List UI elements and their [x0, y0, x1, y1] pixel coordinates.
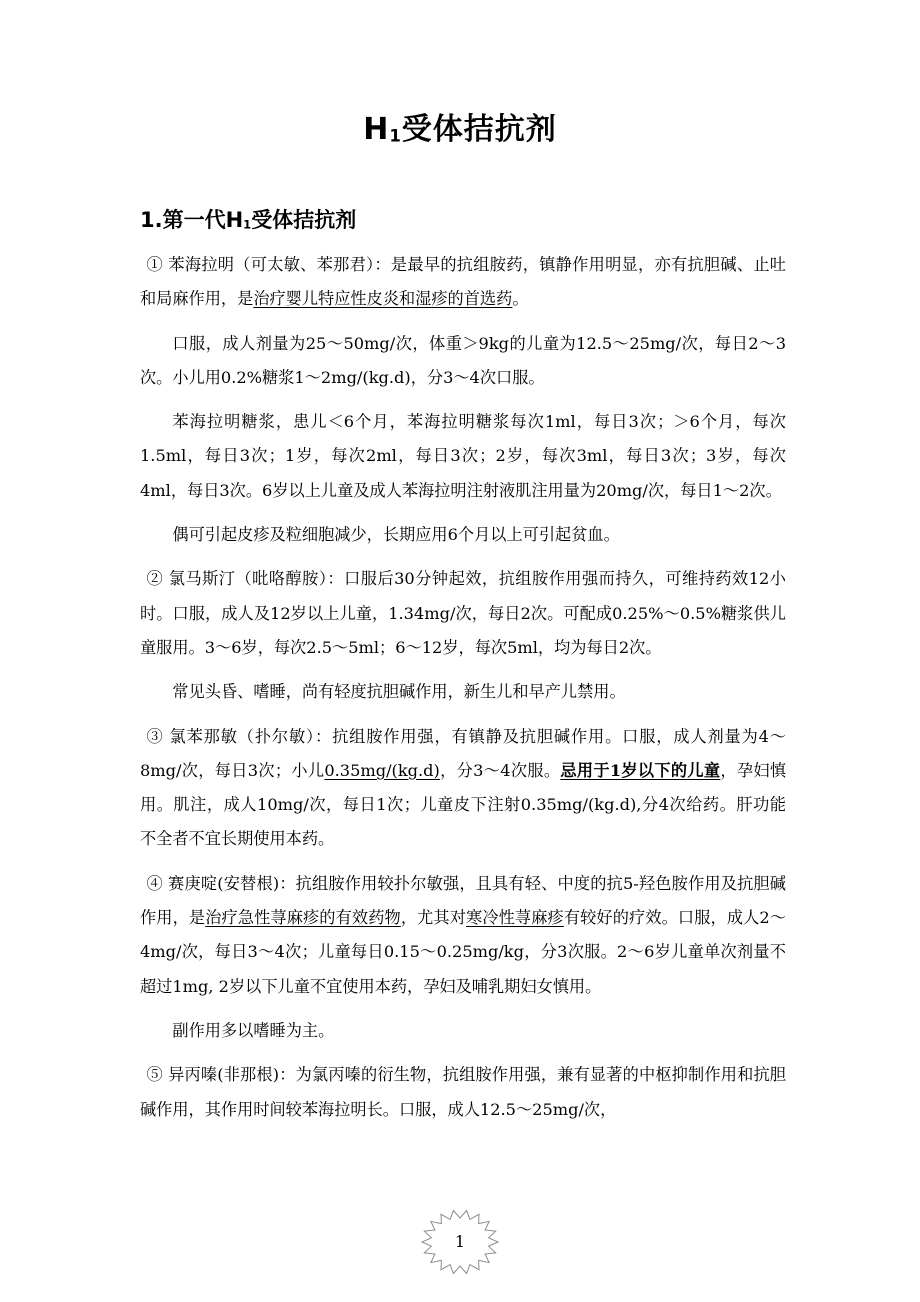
page-footer [420, 1208, 500, 1276]
underlined-text: 寒冷性荨麻疹 [466, 908, 564, 928]
paragraph-chlorphenamine [140, 720, 786, 857]
document-title [0, 104, 920, 148]
paragraph-text: ，尤其对 [400, 908, 467, 928]
underlined-text: 治疗婴儿特应性皮炎和湿疹的首选药 [253, 289, 513, 309]
paragraph-text: ，分3～4次服。 [439, 760, 561, 780]
paragraph-side-effects: 偶可引起皮疹及粒细胞减少，长期应用6个月以上可引起贫血。 [172, 525, 620, 545]
paragraph-text: ① 苯海拉明（可太敏、苯那君）：是最早的抗组胺药，镇静作用明显，亦有抗胆碱、止吐和局麻作用，是 [140, 255, 786, 309]
paragraph-clemastine-effects: 常见头昏、嗜睡，尚有轻度抗胆碱作用，新生儿和早产儿禁用。 [172, 682, 626, 702]
paragraph-syrup: 苯海拉明糖浆，患儿＜6个月，苯海拉明糖浆每次1ml，每日3次；＞6个月，每次1.5ml，每日3次；1岁，每次2ml，每日3次；2岁，每次3ml，每日3次；3岁，每次4ml，每日3次。6岁以上儿童及成人苯海拉明注射液肌注用量为20mg/次，每日1～2次。 [140, 412, 786, 500]
section-heading [140, 204, 356, 234]
paragraph-cyproheptadine-effects: 副作用多以嗜睡为主。 [172, 1020, 335, 1040]
title-letter: H [363, 112, 390, 147]
section-heading-subscript: 1 [243, 217, 252, 232]
paragraph-diphenhydramine [140, 248, 786, 317]
paragraph-cyproheptadine [140, 867, 786, 1004]
bold-underlined-text: 忌用于1岁以下的儿童 [560, 760, 721, 780]
paragraph-text: 有较好的疗效。口服，成人2～4mg/次，每日3～4次；儿童每日0.15～0.25mg/kg，分3次服。2～6岁儿童单次剂量不超过1mg, 2岁以下儿童不宜使用本药，孕妇及哺乳期妇女慎用。 [140, 908, 787, 996]
paragraph-text: ④ 赛庚啶(安替根)：抗组胺作用较扑尔敏强，且具有轻、中度的抗5-羟色胺作用及抗胆碱作用，是 [140, 873, 786, 928]
paragraph-dosage: 口服，成人剂量为25～50mg/次，体重＞9kg的儿童为12.5～25mg/次，每日2～3次。小儿用0.2%糖浆1～2mg/(kg.d)，分3～4次口服。 [140, 333, 786, 387]
title-subscript: 1 [389, 126, 402, 146]
paragraph-text: ，孕妇慎用。肌注，成人10mg/次，每日1次；儿童皮下注射0.35mg/(kg.d),分4次给药。肝功能不全者不宜长期使用本药。 [140, 760, 787, 849]
document-body [140, 248, 786, 1137]
section-heading-text: 受体拮抗剂 [251, 208, 357, 232]
section-heading-prefix: 1.第一代H [140, 208, 244, 232]
paragraph-clemastine: ② 氯马斯汀（吡咯醇胺）：口服后30分钟起效，抗组胺作用强而持久，可维持药效12小时。口服，成人及12岁以上儿童，1.34mg/次，每日2次。可配成0.25%～0.5%糖浆供儿童服用。3～6岁，每次2.5～5ml；6～12岁，每次5ml，均为每日2次。 [140, 569, 786, 657]
underlined-text: 0.35mg/(kg.d) [324, 760, 440, 780]
paragraph-promethazine: ⑤ 异丙嗪(非那根)：为氯丙嗪的衍生物，抗组胺作用强，兼有显著的中枢抑制作用和抗胆碱作用，其作用时间较苯海拉明长。口服，成人12.5～25mg/次， [140, 1065, 786, 1119]
page-number: 1 [454, 1232, 466, 1251]
paragraph-text: ③ 氯苯那敏（扑尔敏）：抗组胺作用强，有镇静及抗胆碱作用。口服，成人剂量为4～8mg/次，每日3次；小儿 [140, 726, 786, 780]
paragraph-text: 。 [512, 289, 529, 309]
underlined-text: 治疗急性荨麻疹的有效药物 [205, 908, 401, 928]
title-text: 受体拮抗剂 [401, 112, 557, 147]
